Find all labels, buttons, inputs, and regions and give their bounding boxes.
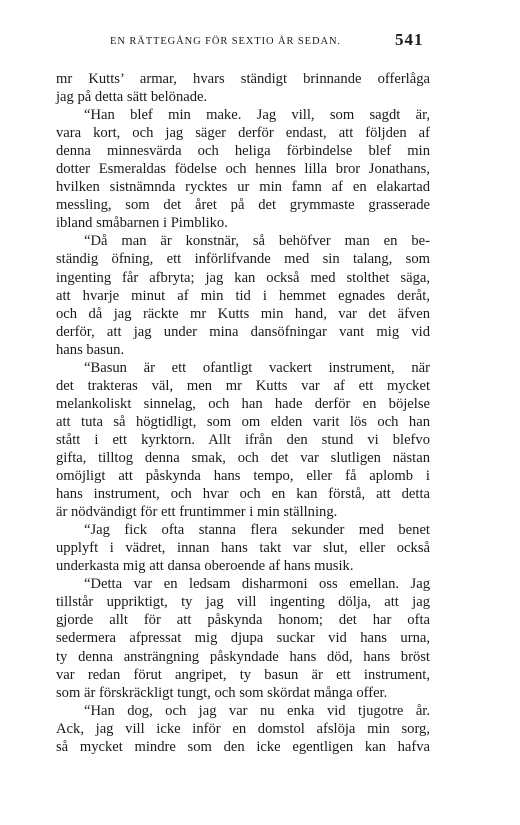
- text-line: som är förskräckligt tungt, och som skördat många offer.: [56, 684, 388, 701]
- text-line: vara kort, och jag säger derför endast, att följden af: [56, 125, 430, 142]
- text-line: “Detta var en ledsam disharmoni oss emellan. Jag: [84, 576, 430, 593]
- text-line: ständig öfning, ett införlifvande med sin talang, som: [56, 251, 430, 268]
- text-line: det trakteras väl, men mr Kutts var af ett mycket: [56, 377, 430, 394]
- text-line: “Han blef min make. Jag vill, som sagdt är,: [84, 107, 430, 124]
- page-number: 541: [395, 30, 424, 49]
- text-line: var redan förut angripet, ty basun är ett instrument,: [56, 666, 430, 683]
- text-line: så mycket mindre som den icke egentligen kan hafva: [56, 738, 430, 755]
- text-line: “Basun är ett ofantligt vackert instrument, när: [84, 359, 430, 376]
- text-line: gjorde allt för att påskynda honom; det har ofta: [56, 612, 430, 629]
- text-line: hvilken sistnämnda rycktes ur min famn af en elakartad: [56, 179, 430, 196]
- text-line: underkasta mig att dansa oberoende af hans musik.: [56, 558, 354, 575]
- text-line: ibland småbarnen i Pimbliko.: [56, 215, 228, 232]
- text-line: melankoliskt sinnelag, och han hade derför en böjelse: [56, 395, 430, 412]
- text-line: stått i ett kyrktorn. Allt ifrån den stund vi blefvo: [56, 431, 430, 448]
- text-line: hans instrument, och hvar och en kan förstå, att detta: [56, 486, 430, 503]
- text-line: upplyft i vädret, innan hans takt var slut, eller också: [56, 540, 430, 557]
- text-line: gifta, tilltog denna smak, och det var slutligen nästan: [56, 449, 430, 466]
- running-title: EN RÄTTEGÅNG FÖR SEXTIO ÅR SEDAN.: [110, 36, 341, 47]
- text-line: dotter Esmeraldas födelse och hennes lilla bror Jonathans,: [56, 161, 430, 178]
- text-line: “Då man är konstnär, så behöfver man en be-: [84, 233, 430, 250]
- page-body-text: [56, 70, 430, 756]
- text-line: “Jag fick ofta stanna flera sekunder med benet: [84, 522, 430, 539]
- text-line: och då jag räckte mr Kutts min hand, var det äfven: [56, 305, 430, 322]
- text-line: ingenting får afbryta; jag kan också med stolthet säga,: [56, 269, 430, 286]
- text-line: messling, som det året på det grymmaste grasserade: [56, 197, 430, 214]
- text-line: mr Kutts’ armar, hvars ständigt brinnande offerlåga: [56, 71, 430, 87]
- text-line: “Han dog, och jag var nu enka vid tjugotre år.: [84, 702, 430, 719]
- text-line: att hvarje minut af min tid i hemmet egnades deråt,: [56, 287, 430, 304]
- text-line: Ack, jag vill icke inför en domstol afslöja min sorg,: [56, 720, 430, 737]
- text-line: är nödvändigt för ett fruntimmer i min ställning.: [56, 504, 338, 521]
- text-line: tillstår uppriktigt, ty jag vill ingenting dölja, att jag: [56, 594, 430, 611]
- text-line: ty denna ansträngning påskyndade hans död, hans bröst: [56, 648, 430, 665]
- text-line: omöjligt att påskynda hans tempo, eller få aplomb i: [56, 468, 430, 485]
- text-line: att tuta så högtidligt, som om elden varit lös och han: [56, 413, 430, 430]
- text-line: hans basun.: [56, 341, 125, 358]
- text-line: sedermera afpressat mig djupa suckar vid hans urna,: [56, 630, 430, 647]
- text-line: jag på detta sätt belönade.: [56, 89, 208, 106]
- text-line: derför, att jag under mina dansöfningar vant mig vid: [56, 323, 430, 340]
- text-line: denna minnesvärda och heliga förbindelse blef min: [56, 143, 430, 160]
